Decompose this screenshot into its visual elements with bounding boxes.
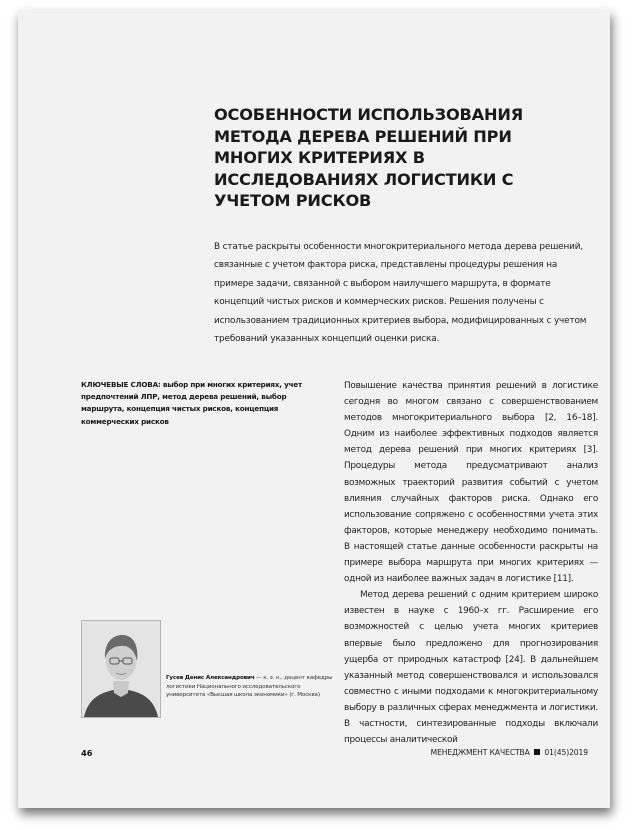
journal-page — [18, 10, 610, 808]
author-name: Гусев Денис Александрович — [166, 675, 255, 681]
black-square-icon — [534, 749, 540, 755]
page-number: 46 — [81, 748, 93, 758]
journal-issue: 01(45)2019 — [544, 748, 588, 757]
author-description: — к. э. н., доцент кафедры логистики Национального исследовательского университета «Высшая школа экономики» (г. Москва) — [166, 675, 333, 699]
body-paragraph: Повышение качества принятия решений в логистике сегодня во многом связано с совершенствованием методов многокритериального выбора [2, 16–18]. Одним из наиболее эффективных подходов является метод дерева решений при многих критериях [3]. Процедуры метода предусматривают анализ возможных траекторий развития событий с учетом влияния случайных факторов риска. Однако его использование сопряжено с особенностями учета этих факторов, которые менеджеру необходимо понимать. В настоящей статье данные особенности раскрыты на примере выбора маршрута при многих критериях — одной из наиболее важных задач в логистике [11]. — [344, 381, 598, 585]
author-photo — [81, 620, 161, 718]
body-paragraph: Метод дерева решений с одним критерием широко известен в науке с 1960–х гг. Расширение его возможностей с целью учета многих критериев впервые было предложено для прогнозирования ущерба от природных катастроф [24]. В дальнейшем указанный метод совершенствовался и использовался совместно с иными подходами к многокритериальному выбору в различных сферах менеджмента и логистики. В частности, синтезированные подходы включали процессы аналитической — [344, 590, 598, 746]
article-keywords: КЛЮЧЕВЫЕ СЛОВА: выбор при многих критериях, учет предпочтений ЛПР, метод дерева решений, выбор маршрута, концепция чистых рисков, концепция коммерческих рисков — [81, 380, 302, 426]
author-portrait-icon — [82, 621, 160, 717]
article-title: ОСОБЕННОСТИ ИСПОЛЬЗОВАНИЯ МЕТОДА ДЕРЕВА РЕШЕНИЙ ПРИ МНОГИХ КРИТЕРИЯХ В ИССЛЕДОВАНИЯХ ЛОГИСТИКИ С УЧЕТОМ РИСКОВ — [214, 105, 523, 210]
article-body — [344, 378, 598, 748]
journal-name: МЕНЕДЖМЕНТ КАЧЕСТВА — [430, 748, 530, 757]
journal-footer — [431, 748, 588, 757]
article-abstract: В статье раскрыты особенности многокритериального метода дерева решений, связанные с учетом фактора риска, представлены процедуры решения на примере задачи, связанной с выбором наилучшего маршрута, в формате концепций чистых рисков и коммерческих рисков. Решения получены с использованием традиционных критериев выбора, модифицированных с учетом требований указанных концепций оценки риска. — [214, 242, 587, 345]
author-caption — [166, 674, 336, 700]
